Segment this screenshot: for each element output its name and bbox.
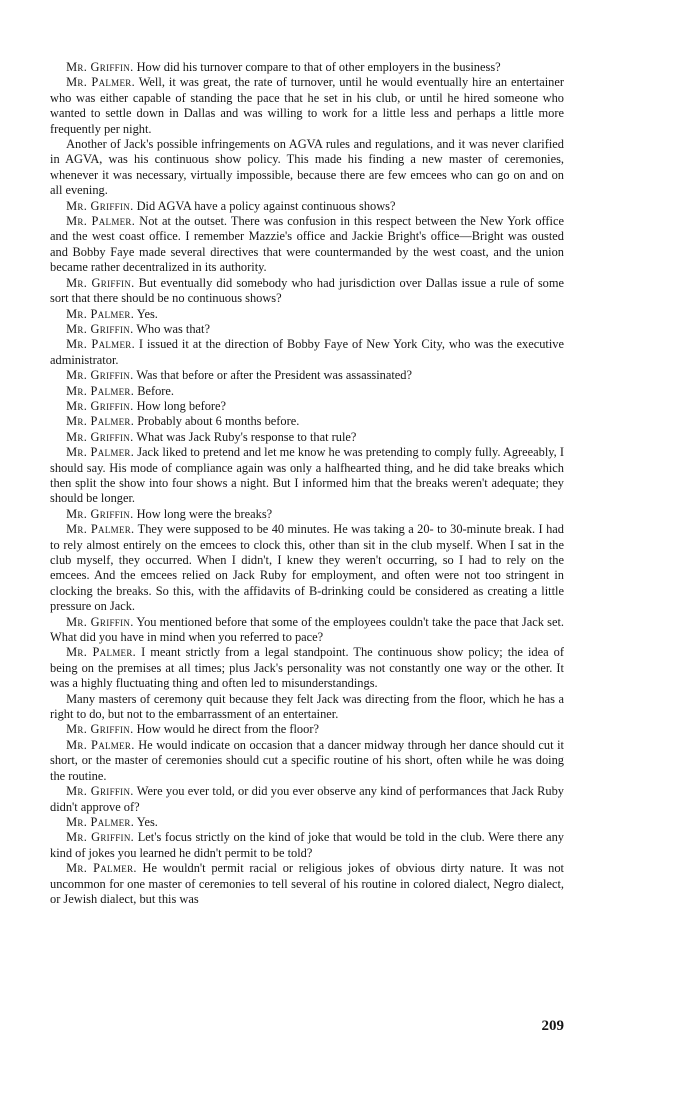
paragraph-text: Was that before or after the President was assassinated? <box>133 368 412 383</box>
paragraph-text: But eventually did somebody who had jurisdiction over Dallas issue a rule of some sort that there should be no continuous shows? <box>50 275 564 306</box>
paragraph-text: I issued it at the direction of Bobby Faye of New York City, who was the executive administrator. <box>50 337 564 367</box>
paragraph-13 <box>50 430 564 445</box>
paragraph-text: Let's focus strictly on the kind of joke that would be told in the club. Were there any kind of jokes you learned he didn't permit to be told? <box>50 830 564 860</box>
speaker-name: Mr. Palmer. <box>66 306 135 321</box>
speaker-name: Mr. Griffin. <box>66 614 134 629</box>
paragraph-text: I meant strictly from a legal standpoint. The continuous show policy; the idea of being on the premises at all times; plus Jack's personality was not constantly one way or the other. It was a highly fluctuating thing and often led to misunderstandings. <box>50 645 564 691</box>
paragraph-7 <box>50 322 564 337</box>
paragraph-text: Yes. <box>134 814 158 829</box>
transcript-page <box>50 60 564 907</box>
paragraph-15 <box>50 507 564 522</box>
speaker-name: Mr. Griffin. <box>66 368 134 383</box>
speaker-name: Mr. Palmer. <box>66 861 137 876</box>
paragraph-8 <box>50 337 564 368</box>
paragraph-text: Jack liked to pretend and let me know he was pretending to comply fully. Agreeably, I should say. His mode of compliance again was only a halfhearted thing, and he did take breaks which then split the show into four shows a night. But I informed him that the breaks weren't adequate; they should be longer. <box>50 445 565 506</box>
paragraph-text: He would indicate on occasion that a dancer midway through her dance should cut it short, or the master of ceremonies should cut a specific routine of his short, often while he was doing the routine. <box>50 737 564 783</box>
speaker-name: Mr. Griffin. <box>66 275 135 290</box>
speaker-name: Mr. Palmer. <box>66 75 135 90</box>
paragraph-5 <box>50 276 564 307</box>
paragraph-text: You mentioned before that some of the employees couldn't take the pace that Jack set. What did you have in mind when you referred to pace? <box>50 614 564 645</box>
speaker-name: Mr. Griffin. <box>66 60 134 74</box>
paragraph-21 <box>50 738 564 784</box>
speaker-name: Mr. Palmer. <box>66 814 135 829</box>
paragraph-text: What was Jack Ruby's response to that rule? <box>133 429 357 444</box>
paragraph-16 <box>50 522 564 614</box>
paragraph-text: Another of Jack's possible infringements on AGVA rules and regulations, and it was never clarified in AGVA, was his continuous show policy. This made his finding a new master of ceremonies, whenever it was necessary, virtually impossible, because there are few emcees who can go on and on all evening. <box>50 137 564 198</box>
paragraph-25 <box>50 861 564 907</box>
paragraph-4 <box>50 214 564 276</box>
paragraph-text: Well, it was great, the rate of turnover, until he would eventually hire an entertainer who was either capable of standing the pace that he set in his club, or until he hired someone who wanted to settle down in Dallas and was willing to work for a little less and perhaps a little more frequently per night. <box>50 75 564 136</box>
paragraph-text: Were you ever told, or did you ever observe any kind of performances that Jack Ruby didn't approve of? <box>50 784 564 814</box>
paragraph-11 <box>50 399 564 414</box>
speaker-name: Mr. Griffin. <box>66 784 134 799</box>
paragraph-text: Yes. <box>134 306 158 321</box>
speaker-name: Mr. Palmer. <box>66 445 135 460</box>
paragraph-text: Not at the outset. There was confusion in this respect between the New York office and the west coast office. I remember Mazzie's office and Jackie Bright's office—Bright was ousted and Bobby Faye made several directives that were countermanded by the west coast, and the union became rather decentralized in its authority. <box>50 214 564 275</box>
speaker-name: Mr. Palmer. <box>66 337 135 352</box>
speaker-name: Mr. Griffin. <box>66 429 134 444</box>
paragraph-19 <box>50 692 564 723</box>
speaker-name: Mr. Griffin. <box>66 830 135 845</box>
paragraph-6 <box>50 307 564 322</box>
paragraph-text: Probably about 6 months before. <box>134 414 300 429</box>
paragraph-text: Many masters of ceremony quit because they felt Jack was directing from the floor, which he has a right to do, but not to the embarrassment of an entertainer. <box>50 691 564 722</box>
paragraph-23 <box>50 815 564 830</box>
paragraph-text: Before. <box>134 383 175 398</box>
speaker-name: Mr. Griffin. <box>66 722 134 737</box>
paragraph-text: How did his turnover compare to that of other employers in the business? <box>133 60 501 74</box>
speaker-name: Mr. Griffin. <box>66 321 134 336</box>
paragraph-3 <box>50 199 564 214</box>
page-number: 209 <box>541 1018 564 1034</box>
speaker-name: Mr. Griffin. <box>66 506 134 521</box>
paragraph-9 <box>50 368 564 383</box>
speaker-name: Mr. Griffin. <box>66 198 134 213</box>
speaker-name: Mr. Palmer. <box>66 414 135 429</box>
paragraph-2 <box>50 137 564 199</box>
paragraph-20 <box>50 722 564 737</box>
speaker-name: Mr. Palmer. <box>66 522 135 537</box>
paragraph-12 <box>50 414 564 429</box>
paragraph-text: Who was that? <box>133 321 210 336</box>
speaker-name: Mr. Palmer. <box>66 214 136 229</box>
paragraph-text: How long were the breaks? <box>133 506 273 521</box>
paragraph-18 <box>50 645 564 691</box>
paragraph-1 <box>50 75 564 137</box>
paragraph-10 <box>50 384 564 399</box>
paragraph-22 <box>50 784 564 815</box>
speaker-name: Mr. Palmer. <box>66 645 137 660</box>
paragraph-text: Did AGVA have a policy against continuous shows? <box>133 198 396 213</box>
speaker-name: Mr. Griffin. <box>66 398 134 413</box>
paragraph-text: How long before? <box>133 398 227 413</box>
speaker-name: Mr. Palmer. <box>66 383 135 398</box>
paragraph-text: He wouldn't permit racial or religious jokes of obvious dirty nature. It was not uncommon for one master of ceremonies to tell several of his routine in colored dialect, Negro dialect, or Jewish dialect, but this was <box>50 861 564 906</box>
speaker-name: Mr. Palmer. <box>66 737 135 752</box>
paragraph-24 <box>50 830 564 861</box>
paragraph-14 <box>50 445 564 507</box>
paragraph-text: How would he direct from the floor? <box>133 722 319 737</box>
paragraph-17 <box>50 615 564 646</box>
paragraph-0 <box>50 60 564 75</box>
paragraph-text: They were supposed to be 40 minutes. He was taking a 20- to 30-minute break. I had to rely almost entirely on the emcees to clock this, other than sit in the club myself. When I sat in the club myself, they occurred. When I didn't, I knew they weren't occurring, so I had to rely on the emcees. And the emcees relied on Jack Ruby for employment, and often were not too stringent in clocking the breaks. So this, with the affidavits of B-drinking could be considered as creating a little pressure on Jack. <box>50 522 564 614</box>
